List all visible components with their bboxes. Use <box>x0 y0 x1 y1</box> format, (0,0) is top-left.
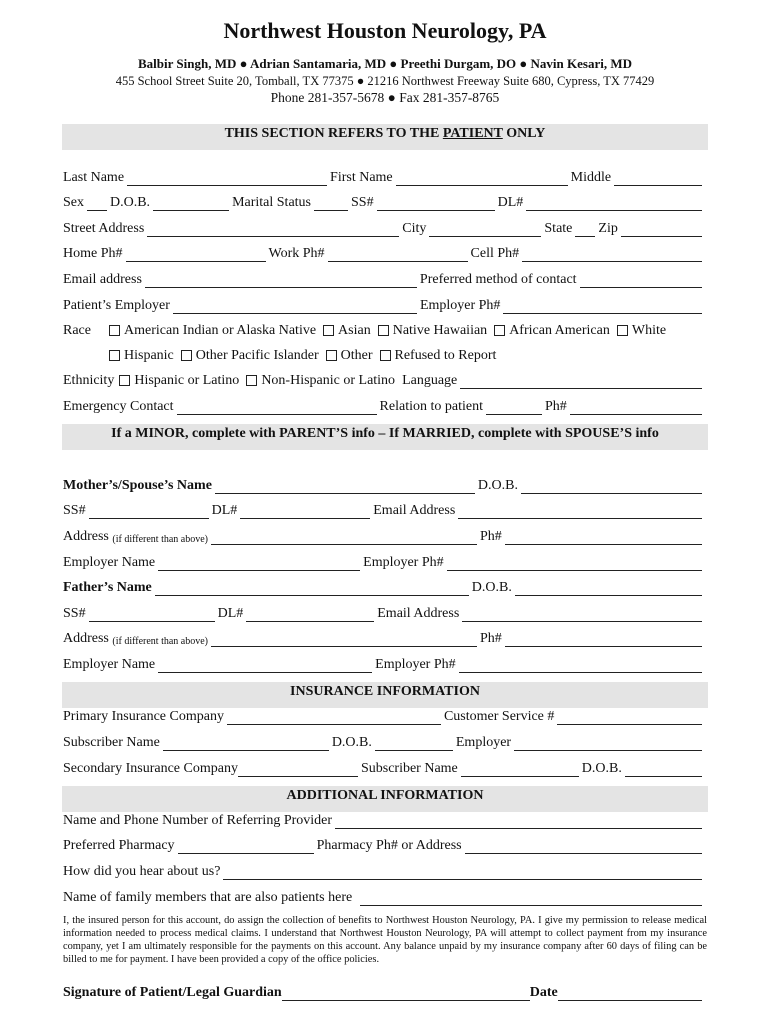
doctors-list: Balbir Singh, MD ● Adrian Santamaria, MD ● Preethi Durgam, DO ● Navin Kesari, MD <box>138 56 632 71</box>
emergency-field[interactable] <box>177 400 377 415</box>
street-field[interactable] <box>147 222 399 237</box>
ethnicity-label: Ethnicity <box>63 373 115 388</box>
checkbox[interactable] <box>323 325 334 336</box>
father-dl-field[interactable] <box>246 607 374 622</box>
dob-field[interactable] <box>153 196 229 211</box>
race-option[interactable]: Asian <box>323 323 371 339</box>
phones-row <box>63 246 705 262</box>
father-name-field[interactable] <box>155 581 469 596</box>
father-address-field[interactable] <box>211 632 477 647</box>
email-field[interactable] <box>145 273 417 288</box>
hear-label: How did you hear about us? <box>63 864 221 879</box>
work-ph-field[interactable] <box>328 247 468 262</box>
marital-label: Marital Status <box>232 195 311 210</box>
mother-dob-label: D.O.B. <box>477 478 518 493</box>
state-label: State <box>544 221 573 236</box>
father-ss-label: SS# <box>63 606 86 621</box>
name-row <box>63 170 705 186</box>
pharmacy-label: Preferred Pharmacy <box>63 838 175 853</box>
cell-ph-field[interactable] <box>522 247 702 262</box>
dl-label: DL# <box>497 195 524 210</box>
ethnicity-option[interactable]: Hispanic or Latino <box>119 373 239 389</box>
last-name-label: Last Name <box>63 170 125 185</box>
signature-label: Signature of Patient/Legal Guardian <box>63 985 282 1000</box>
father-name-label: Father’s Name <box>63 580 152 595</box>
father-ss-field[interactable] <box>89 607 215 622</box>
checkbox[interactable] <box>378 325 389 336</box>
secondary-insurance-label: Secondary Insurance Company <box>63 761 238 776</box>
office-addresses: 455 School Street Suite 20, Tomball, TX 77375 ● 21216 Northwest Freeway Suite 680, Cypress, TX 77429 <box>115 74 655 88</box>
referring-label: Name and Phone Number of Referring Provider <box>63 813 333 828</box>
signature-row <box>63 985 705 1001</box>
pharmacy-field[interactable] <box>178 839 314 854</box>
employer-label: Patient’s Employer <box>63 298 170 313</box>
mother-ids-row <box>63 503 705 519</box>
phone-fax: Phone 281-357-5678 ● Fax 281-357-8765 <box>270 90 500 105</box>
minor-section-heading: If a MINOR, complete with PARENT’S info – If MARRIED, complete with SPOUSE’S info <box>62 424 708 450</box>
father-employer-label: Employer Name <box>63 657 156 672</box>
father-employer-row <box>63 657 705 673</box>
email-label: Email address <box>63 272 142 287</box>
father-email-label: Email Address <box>377 606 460 621</box>
checkbox[interactable] <box>617 325 628 336</box>
subscriber-row <box>63 735 705 751</box>
father-dl-label: DL# <box>217 606 244 621</box>
city-field[interactable] <box>429 222 541 237</box>
insurance-heading: INSURANCE INFORMATION <box>62 682 708 708</box>
subscriber-field[interactable] <box>163 736 329 751</box>
ss-field[interactable] <box>377 196 495 211</box>
zip-label: Zip <box>598 221 618 236</box>
mother-dl-field[interactable] <box>240 504 370 519</box>
subscriber-dob-label: D.O.B. <box>331 735 372 750</box>
last-name-field[interactable] <box>127 171 327 186</box>
mother-email-label: Email Address <box>373 503 456 518</box>
language-label: Language <box>402 373 458 388</box>
emergency-ph-label: Ph# <box>544 399 567 414</box>
relation-field[interactable] <box>486 400 542 415</box>
race-option[interactable]: American Indian or Alaska Native <box>109 323 316 339</box>
email-row <box>63 272 705 288</box>
referring-field[interactable] <box>335 814 702 829</box>
dob-label: D.O.B. <box>110 195 151 210</box>
signature-field[interactable] <box>282 986 530 1001</box>
checkbox[interactable] <box>380 350 391 361</box>
mother-employer-ph-label: Employer Ph# <box>363 555 444 570</box>
demographics-row <box>63 195 705 211</box>
secondary-insurance-row <box>63 761 705 777</box>
mother-employer-row <box>63 555 705 571</box>
checkbox[interactable] <box>109 325 120 336</box>
mother-address-row <box>63 529 705 545</box>
father-email-field[interactable] <box>462 607 702 622</box>
relation-label: Relation to patient <box>379 399 483 414</box>
race-option[interactable]: White <box>617 323 666 339</box>
mother-email-field[interactable] <box>458 504 702 519</box>
checkbox[interactable] <box>181 350 192 361</box>
home-ph-label: Home Ph# <box>63 246 123 261</box>
primary-insurance-field[interactable] <box>227 710 441 725</box>
race-option[interactable]: Other Pacific Islander <box>181 348 319 364</box>
mother-employer-label: Employer Name <box>63 555 156 570</box>
race-option[interactable]: Native Hawaiian <box>378 323 487 339</box>
father-address-label: Address <box>63 631 109 646</box>
secondary-subscriber-label: Subscriber Name <box>360 761 458 776</box>
race-option[interactable]: Hispanic <box>109 348 174 364</box>
subscriber-employer-label: Employer <box>455 735 512 750</box>
checkbox[interactable] <box>119 375 130 386</box>
mother-ss-label: SS# <box>63 503 86 518</box>
pharmacy-ph-field[interactable] <box>465 839 702 854</box>
emergency-row <box>63 399 705 415</box>
checkbox[interactable] <box>109 350 120 361</box>
checkbox[interactable] <box>494 325 505 336</box>
ethnicity-option[interactable]: Non-Hispanic or Latino <box>246 373 395 389</box>
secondary-dob-label: D.O.B. <box>581 761 622 776</box>
subscriber-label: Subscriber Name <box>63 735 160 750</box>
mother-ph-label: Ph# <box>480 529 502 544</box>
mother-row <box>63 478 705 494</box>
mother-ph-field[interactable] <box>505 530 702 545</box>
hear-row <box>63 864 705 880</box>
sex-field[interactable] <box>87 196 107 211</box>
father-dob-label: D.O.B. <box>471 580 512 595</box>
street-label: Street Address <box>63 221 145 236</box>
consent-paragraph: I, the insured person for this account, do assign the collection of benefits to Northwest Houston Neurology, PA. I give my permission to release medical information needed to process medical claims. I understand that Northwest Houston Neurology, PA will attempt to collect payment from my insurance company, yet I am ultimately responsible for the payments on this account. Any balance unpaid by my insurance company after 60 days of filing can be billed to me for payment. I have been provided a copy of the office policies. <box>63 915 707 965</box>
zip-field[interactable] <box>621 222 702 237</box>
address-note: (if different than above) <box>112 636 208 647</box>
mother-address-field[interactable] <box>211 530 477 545</box>
city-label: City <box>402 221 427 236</box>
date-field[interactable] <box>558 986 702 1001</box>
race-row-1 <box>63 323 705 339</box>
checkbox[interactable] <box>246 375 257 386</box>
mother-employer-field[interactable] <box>158 556 360 571</box>
contact-method-label: Preferred method of contact <box>419 272 577 287</box>
father-employer-ph-field[interactable] <box>459 658 702 673</box>
mother-ss-field[interactable] <box>89 504 209 519</box>
employer-row <box>63 298 705 314</box>
father-employer-field[interactable] <box>158 658 372 673</box>
father-employer-ph-label: Employer Ph# <box>375 657 456 672</box>
primary-insurance-label: Primary Insurance Company <box>63 709 224 724</box>
ss-label: SS# <box>351 195 374 210</box>
checkbox[interactable] <box>326 350 337 361</box>
race-option[interactable]: Refused to Report <box>380 348 497 364</box>
race-option[interactable]: African American <box>494 323 610 339</box>
customer-service-label: Customer Service # <box>443 709 555 724</box>
referring-row <box>63 813 705 829</box>
subscriber-dob-field[interactable] <box>375 736 453 751</box>
address-note: (if different than above) <box>112 534 208 545</box>
father-ids-row <box>63 606 705 622</box>
father-ph-field[interactable] <box>505 632 702 647</box>
mother-employer-ph-field[interactable] <box>447 556 702 571</box>
customer-service-field[interactable] <box>557 710 702 725</box>
secondary-insurance-field[interactable] <box>238 762 358 777</box>
cell-ph-label: Cell Ph# <box>470 246 520 261</box>
race-option[interactable]: Other <box>326 348 373 364</box>
family-field[interactable] <box>360 891 702 906</box>
date-label: Date <box>529 985 558 1000</box>
secondary-subscriber-field[interactable] <box>461 762 579 777</box>
father-dob-field[interactable] <box>515 581 702 596</box>
secondary-dob-field[interactable] <box>625 762 702 777</box>
father-ph-label: Ph# <box>480 631 502 646</box>
ethnicity-row <box>63 373 705 389</box>
home-ph-field[interactable] <box>126 247 266 262</box>
practice-title: Northwest Houston Neurology, PA <box>223 18 547 43</box>
mother-dl-label: DL# <box>211 503 238 518</box>
employer-ph-field[interactable] <box>503 299 702 314</box>
race-row-2 <box>63 348 705 364</box>
subscriber-employer-field[interactable] <box>514 736 702 751</box>
primary-insurance-row <box>63 709 705 725</box>
additional-heading: ADDITIONAL INFORMATION <box>62 786 708 812</box>
pharmacy-ph-label: Pharmacy Ph# or Address <box>316 838 462 853</box>
employer-field[interactable] <box>173 299 417 314</box>
middle-label: Middle <box>570 170 612 185</box>
hear-field[interactable] <box>223 865 702 880</box>
mother-dob-field[interactable] <box>521 479 702 494</box>
language-field[interactable] <box>460 374 702 389</box>
family-label: Name of family members that are also patients here <box>63 890 353 905</box>
family-row <box>63 890 705 906</box>
emergency-label: Emergency Contact <box>63 399 174 414</box>
first-name-field[interactable] <box>396 171 568 186</box>
patient-section-heading: THIS SECTION REFERS TO THE PATIENT ONLY <box>62 124 708 150</box>
work-ph-label: Work Ph# <box>268 246 325 261</box>
mother-address-label: Address <box>63 529 109 544</box>
mother-name-label: Mother’s/Spouse’s Name <box>63 478 212 493</box>
dl-field[interactable] <box>526 196 702 211</box>
contact-method-field[interactable] <box>580 273 702 288</box>
pharmacy-row <box>63 838 705 854</box>
state-field[interactable] <box>575 222 595 237</box>
race-label: Race <box>63 323 91 338</box>
father-address-row <box>63 631 705 647</box>
emergency-ph-field[interactable] <box>570 400 702 415</box>
address-row <box>63 221 705 237</box>
sex-label: Sex <box>63 195 84 210</box>
middle-field[interactable] <box>614 171 702 186</box>
father-row <box>63 580 705 596</box>
first-name-label: First Name <box>330 170 393 185</box>
marital-field[interactable] <box>314 196 348 211</box>
employer-ph-label: Employer Ph# <box>419 298 501 313</box>
mother-name-field[interactable] <box>215 479 475 494</box>
